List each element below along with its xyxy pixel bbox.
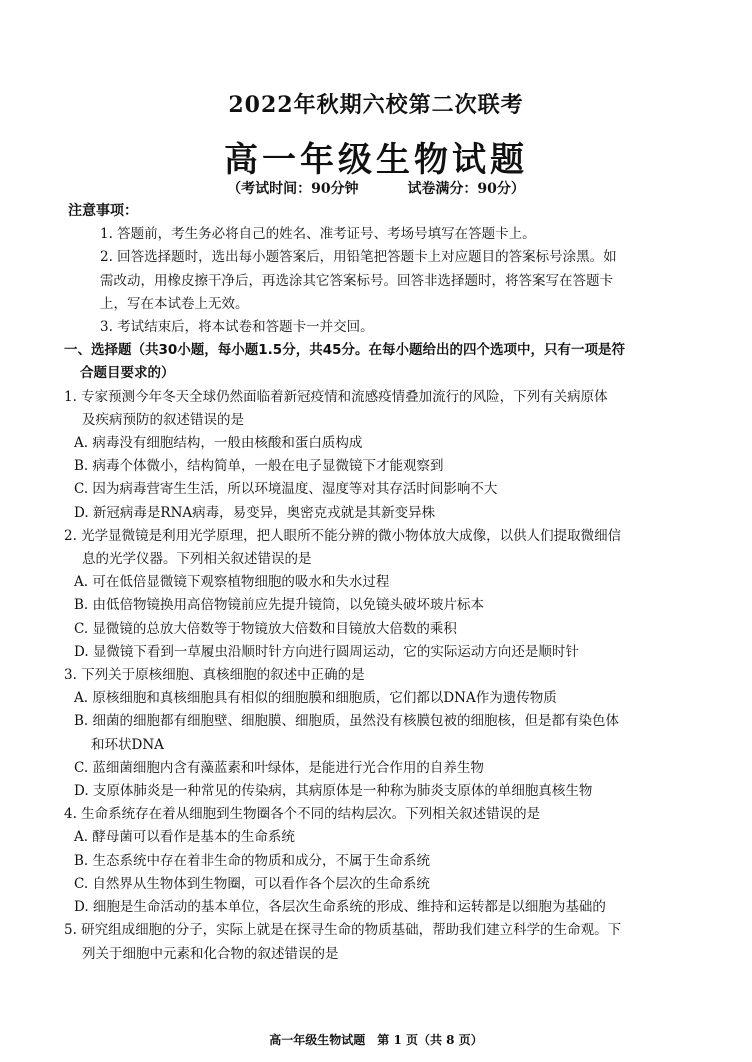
question-stem: 息的光学仪器。下列相关叙述错误的是 (82, 551, 312, 568)
question-3 (64, 664, 692, 803)
option-a: A. 酵母菌可以看作是基本的生命系统 (74, 829, 295, 846)
question-stem: 及疾病预防的叙述错误的是 (82, 411, 244, 428)
option-c: C. 自然界从生物体到生物圈，可以看作各个层次的生命系统 (74, 875, 430, 892)
notice-line: 上，写在本试卷上无效。 (100, 295, 249, 312)
exam-subject-title: 高一年级生物试题 (224, 140, 528, 180)
option-d: D. 细胞是生命活动的基本单位，各层次生命系统的形成、维持和运转都是以细胞为基础的 (74, 899, 606, 916)
option-a: A. 原核细胞和真核细胞具有相似的细胞膜和细胞质，它们都以DNA作为遗传物质 (74, 690, 557, 707)
exam-content (64, 200, 692, 966)
question-stem: 3. 下列关于原核细胞、真核细胞的叙述中正确的是 (64, 667, 365, 684)
question-2 (64, 525, 692, 664)
question-1 (64, 386, 692, 525)
option-b: B. 细菌的细胞都有细胞壁、细胞膜、细胞质，虽然没有核膜包被的细胞核，但是都有染色体 (74, 713, 620, 730)
exam-meta (0, 178, 752, 198)
option-d: D. 显微镜下看到一草履虫沿顺时针方向进行圆周运动，它的实际运动方向还是顺时针 (74, 643, 579, 660)
question-4 (64, 803, 692, 919)
option-c: C. 蓝细菌细胞内含有藻蓝素和叶绿体，是能进行光合作用的自养生物 (74, 759, 484, 776)
exam-time: （考试时间：90分钟 (227, 181, 359, 197)
notice-heading: 注意事项： (68, 203, 138, 219)
section-line: 合题目要求的） (80, 365, 175, 382)
page-footer: 高一年级生物试题 第 1 页（共 8 页） (269, 1033, 483, 1047)
option-c: C. 因为病毒营寄生生活，所以环境温度、湿度等对其存活时间影响不大 (74, 481, 498, 498)
section-heading (64, 339, 692, 385)
notice-line: 2. 回答选择题时，选出每小题答案后，用铅笔把答题卡上对应题目的答案标号涂黑。如 (100, 249, 617, 266)
option-a: A. 可在低倍显微镜下观察植物细胞的吸水和失水过程 (74, 574, 390, 591)
question-stem: 4. 生命系统存在着从细胞到生物圈各个不同的结构层次。下列相关叙述错误的是 (64, 806, 541, 823)
option-b: B. 由低倍物镜换用高倍物镜前应先提升镜筒，以免镜头破坏玻片标本 (74, 597, 485, 614)
section-line: 一、选择题（共30小题，每小题1.5分，共45分。在每小题给出的四个选项中，只有一项是符 (64, 342, 625, 359)
option-d: D. 新冠病毒是RNA病毒，易变异，奥密克戎就是其新变异株 (74, 504, 436, 521)
notice-item (100, 223, 692, 246)
question-stem: 1. 专家预测今年冬天全球仍然面临着新冠疫情和流感疫情叠加流行的风险，下列有关病原体 (64, 388, 608, 405)
notice-item (100, 316, 692, 339)
exam-series-title: 2022年秋期六校第二次联考 (228, 92, 524, 118)
question-stem: 2. 光学显微镜是利用光学原理，把人眼所不能分辨的微小物体放大成像，以供人们提取微细信 (64, 527, 622, 544)
notice-line: 需改动，用橡皮擦干净后，再选涂其它答案标号。回答非选择题时，将答案写在答题卡 (100, 272, 613, 289)
option-a: A. 病毒没有细胞结构，一般由核酸和蛋白质构成 (74, 435, 363, 452)
option-b: B. 生态系统中存在着非生命的物质和成分，不属于生命系统 (74, 852, 431, 869)
option-c: C. 显微镜的总放大倍数等于物镜放大倍数和目镜放大倍数的乘积 (74, 620, 457, 637)
option-d: D. 支原体肺炎是一种常见的传染病，其病原体是一种称为肺炎支原体的单细胞真核生物 (74, 783, 593, 800)
question-5 (64, 919, 692, 965)
notice-item (100, 246, 692, 316)
full-score: 试卷满分：90分） (407, 181, 525, 197)
question-stem: 5. 研究组成细胞的分子，实际上就是在探寻生命的物质基础，帮助我们建立科学的生命观。下 (64, 922, 622, 939)
option-b-continued: 和环状DNA (91, 736, 164, 753)
question-stem: 列关于细胞中元素和化合物的叙述错误的是 (82, 945, 339, 962)
option-b: B. 病毒个体微小，结构简单，一般在电子显微镜下才能观察到 (74, 458, 444, 475)
notice-line: 1. 答题前，考生务必将自己的姓名、准考证号、考场号填写在答题卡上。 (100, 226, 536, 243)
notice-line: 3. 考试结束后，将本试卷和答题卡一并交回。 (100, 319, 374, 336)
